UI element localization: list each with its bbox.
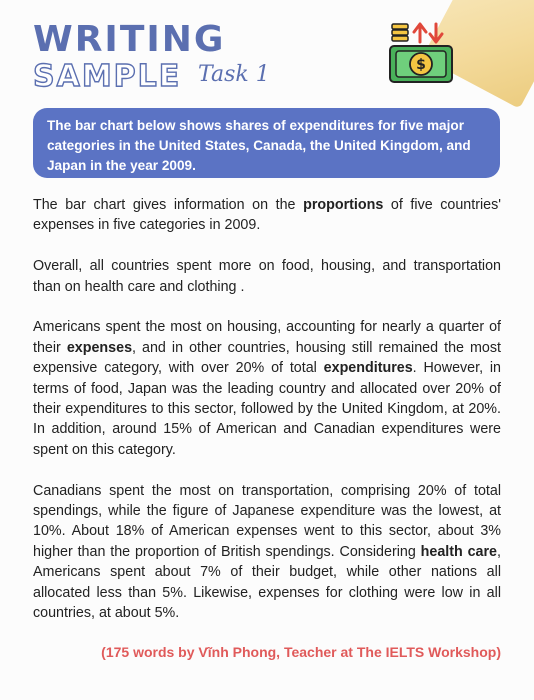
essay-paragraph-overview — [33, 256, 501, 297]
text-run: of five countries' expenses in five categories in 2009. — [33, 197, 501, 234]
author-credit: (175 words by Vĩnh Phong, Teacher at The IELTS Workshop) — [101, 644, 501, 660]
text-run: , and in other countries, housing still remained the most expensive category, with over 20% of total — [33, 339, 501, 377]
bold-keyword: expenditures — [323, 360, 413, 377]
essay-body — [33, 195, 501, 644]
task-prompt-text: The bar chart below shows shares of expenditures for five major categories in the United States, Canada, the United Kingdom, and Japan in the year 2009. — [47, 118, 471, 173]
text-run: Overall, all countries spent more on food, housing, and transportation than on health care and clothing . — [33, 258, 501, 295]
page-subtitle: SAMPLE — [33, 59, 182, 94]
money-transfer-icon — [386, 20, 456, 86]
bold-keyword: proportions — [303, 197, 384, 213]
svg-text:$: $ — [416, 57, 426, 73]
text-run: , Americans spent about 7% of their budget, while other nations all allocated less than 5%. Likewise, expenses for clothing were low in all countries, at about 5%. — [33, 543, 501, 622]
text-run: Canadians spent the most on transportation, comprising 20% of total spendings, while the figure of Japanese expenditure was the lowest, at 10%. About 18% of American expenses went to this sector, about 3% higher than the proportion of British spendings. Considering — [33, 482, 501, 560]
text-run: Americans spent the most on housing, accounting for nearly a quarter of their — [33, 319, 501, 356]
text-run: The bar chart gives information on the — [33, 197, 304, 213]
essay-paragraph-body1 — [33, 317, 501, 460]
bold-keyword: expenses — [66, 339, 133, 356]
essay-paragraph-intro — [33, 195, 501, 236]
bold-keyword: health care — [420, 543, 498, 560]
text-run: . However, in terms of food, Japan was the leading country and allocated over 20% of their expenditures to this sector, followed by the United Kingdom, at 20%. In addition, around 15% of American and Canadian expenditures were spent on this category. — [33, 360, 502, 458]
task-label: Task 1 — [198, 62, 270, 87]
task-prompt-box — [33, 108, 500, 178]
page-title: WRITING — [33, 19, 226, 60]
essay-paragraph-body2 — [33, 481, 501, 624]
